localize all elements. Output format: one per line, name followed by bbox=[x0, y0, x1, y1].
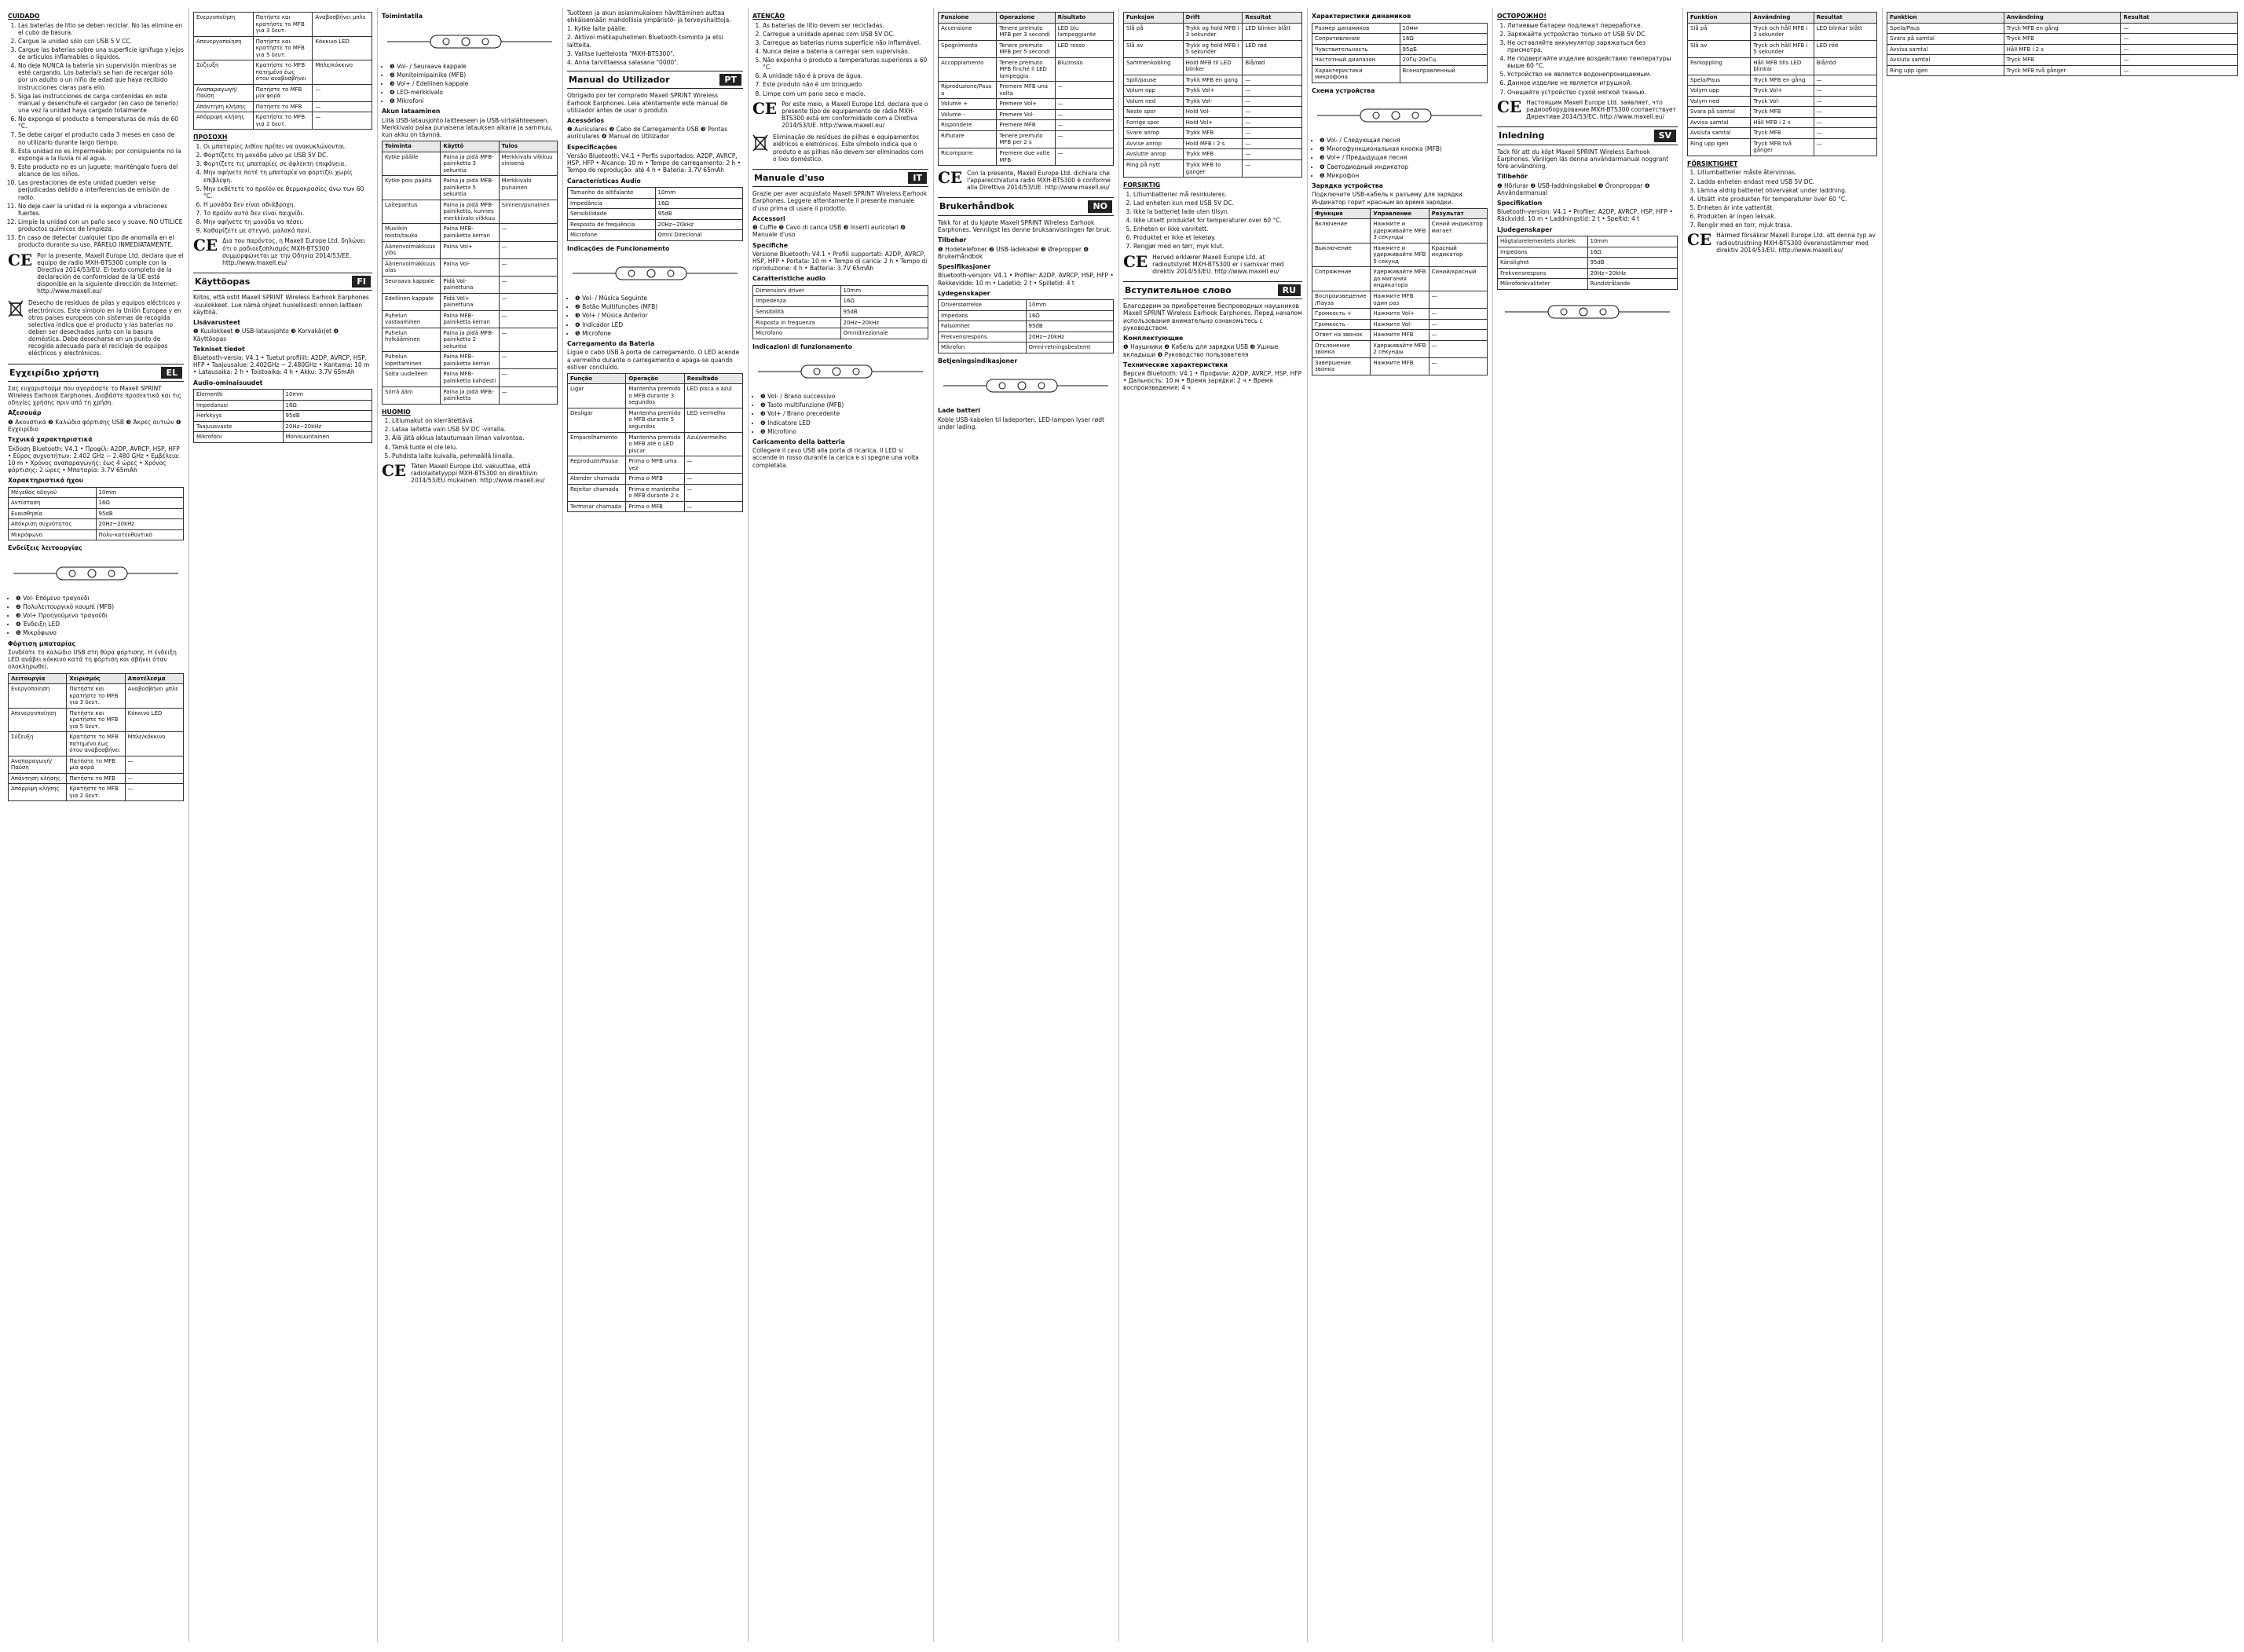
es-disposal: Desecho de residuos de pilas y equipos eléctricos y electrónicos. Este símbolo en la Unión Europea y en otros países europeos con sistemas de recogida selectiva indica que el producto y las baterías no deben ser desechados junto con la basura doméstica. Debe desecharse en un punto de recogida adecuado para el reciclaje de equipos eléctricos y electrónicos. bbox=[8, 299, 184, 358]
es-caution-list: 1. Las baterías de litio se deben reciclar. No las elimine en el cubo de basura. 2. Cargue la unidad sólo con USB 5 V CC. 3. Cargue las baterías sobre una superficie ignífuga y lejos de artículos inflamables o líquidos. 4. No deje NUNCA la batería sin supervisión mientras se esté cargando. Los batería/s se han de recargar sólo por un adulto o un niño de edad que haya recibido instrucciones claras para ello. 5. Siga las instrucciones de carga contenidas en este manual y desenchufe el cargador (en caso de tenerlo) una vez la unidad haya cargado totalmente. 6. No exponga el producto a temperaturas de más de 60 °C. 7. Se debe cargar el producto cada 3 meses en caso de no utilizarlo durante largo tiempo. 8. Esta unidad no es impermeable; por consiguiente no la exponga a la lluvia ni al agua. 9. Este producto no es un juguete; manténgalo fuera del alcance de los niños. 10. Las prestaciones de esta unidad pueden verse perjudicadas debido a interferencias de emisión de radio. 11. No deje caer la unidad ni la exponga a vibraciones fuertes. 12. Limpie la unidad con un paño seco y suave. NO UTILICE productos químicos de limpieza. 13. En caso de detectar cualquier tipo de anomalía en el producto durante su uso, PÁRELO INMEDIATAMENTE. bbox=[8, 22, 184, 249]
column-7: Funksjon Drift Resultat Slå på Trykk og hold MFB i 3 sekunder LED blinker blått Slå av Trykk og hold MFB i 5 sekunder LED rød Sammenkobling Hold MFB til LED blinker Blå/rød Spill/pause Trykk MFB én gang — Volum opp Trykk Vol+ — Volum ned Trykk Vol- — Neste spor Hold Vol- — Forrige spor Hold Vol+ — Svare anrop Trykk MFB — Avvise anrop Hold MFB i 2 s — Avslutte anrop Trykk MFB — Ring på nytt Trykk MFB to ganger — FORSIKTIG 1. Litiumbatterier må resirkuleres. 2. Lad enheten kun med USB 5V DC. 3. Ikke la batteriet lade uten tilsyn. 4. Ikke utsett produktet for temperaturer over 60 °C. 5. Enheten er ikke vanntett. 6. Produktet er ikke et leketøy. 7. Rengjør med en tørr, myk klut. CE Herved erklærer Maxell Europe Ltd. at radioutstyret MXH-BTS300 er i samsvar med direktiv 2014/53/EU. http://www.maxell.eu/ Вступительное слово RU Благодарим за приобретение беспроводных наушников Maxell SPRINT Wireless Earhook Earphones. Перед началом использования внимательно ознакомьтесь с руководством. Комплектующие ❶ Наушники ❷ Кабель для зарядки USB ❸ Ушные вкладыши ❹ Руководство пользователя Технические характеристики Версия Bluetooth: V4.1 • Профили: A2DP, AVRCP, HSP, HFP • Дальность: 10 м • Время зарядки: 2 ч • Время воспроизведения: 4 ч bbox=[1120, 9, 1305, 1643]
it-earphone-diagram bbox=[752, 353, 928, 390]
pt-language-header: Manual do Utilizador PT bbox=[567, 71, 743, 89]
ce-mark-icon: CE bbox=[938, 168, 963, 188]
column-divider bbox=[933, 8, 934, 1642]
sv-audio-table: Högtalarelementets storlek 10mm Impedans 16Ω Känslighet 95dB Frekvensrespons 20Hz~20kHz Mikrofonkvaliteter Rundstrålande bbox=[1497, 236, 1678, 290]
earphone-remote-icon bbox=[567, 255, 743, 291]
column-9: ОСТОРОЖНО! 1. Литиевые батареи подлежат переработке. 2. Заряжайте устройство только от USB 5V DC. 3. Не оставляйте аккумулятор заряжаться без присмотра. 4. Не подвергайте изделие воздействию температуры выше 60 °C. 5. Устройство не является водонепроницаемым. 6. Данное изделие не является игрушкой. 7. Очищайте устройство сухой мягкой тканью. CE Настоящим Maxell Europe Ltd. заявляет, что радиооборудование MXH-BTS300 соответствует Директиве 2014/53/ЕС. http://www.maxell.eu/ Inledning SV Tack för att du köpt Maxell SPRINT Wireless Earhook Earphones. Vänligen läs denna användarmanual noggrant före användning. Tillbehör ❶ Hörlurar ❷ USB-laddningskabel ❸ Öronproppar ❹ Användarmanual Specifikation Bluetooth-version: V4.1 • Profiler: A2DP, AVRCP, HSP, HFP • Räckvidd: 10 m • Laddningstid: 2 t • Speltid: 4 t Ljudegenskaper Högtalarelementets storlek 10mm Impedans 16Ω Känslighet 95dB Frekvensrespons 20Hz~20kHz Mikrofonkvaliteter Rundstrålande bbox=[1494, 9, 1681, 1643]
column-11 bbox=[1883, 9, 2241, 1643]
ce-mark-icon: CE bbox=[193, 236, 218, 255]
el-operation-table-cont: Ενεργοποίηση Πατήστε και κρατήστε το MFB για 3 δευτ. Αναβοσβήνει μπλε Απενεργοποίηση Πατήστε και κρατήστε το MFB για 5 δευτ. Κόκκινο LED Σύζευξη Κρατήστε το MFB πατημένο έως ότου αναβοσβήνει Μπλε/κόκκινο Αναπαραγωγή/Παύση Πατήστε το MFB μία φορά — Απάντηση κλήσης Πατήστε το MFB — Απόρριψη κλήσης Κρατήστε το MFB για 2 δευτ. — bbox=[193, 12, 372, 130]
column-divider bbox=[1307, 8, 1308, 1642]
column-5: ATENÇÃO 1. As baterias de lítio devem ser recicladas. 2. Carregue a unidade apenas com USB 5V DC. 3. Carregue as baterias numa superfície não inflamável. 4. Nunca deixe a bateria a carregar sem supervisão. 5. Não exponha o produto a temperaturas superiores a 60 °C. 6. A unidade não é à prova de água. 7. Este produto não é um brinquedo. 8. Limpe com um pano seco e macio. CE Por este meio, a Maxell Europe Ltd. declara que o presente tipo de equipamento de rádio MXH-BTS300 está em conformidade com a Diretiva 2014/53/UE. http://www.maxell.eu/ Eliminação de resíduos de pilhas e equipamentos elétricos e eletrónicos. Este símbolo indica que o produto e as pilhas não devem ser eliminados com o lixo doméstico. Manuale d'uso IT Grazie per aver acquistato Maxell SPRINT Wireless Earhook Earphones. Leggere attentamente il presente manuale d'uso prima di usare il prodotto. Accessori ❶ Cuffie ❷ Cavo di carica USB ❸ Inserti auricolari ❹ Manuale d'uso Specifiche Versione Bluetooth: V4.1 • Profili supportati: A2DP, AVRCP, HSP, HFP • Portata: 10 m • Tempo di carica: 2 h • Tempo di riproduzione: 4 h • Batteria: 3.7V 65mAh Caratteristiche audio Dimensioni driver 10mm Impedenza 16Ω Sensibilità 95dB Risposta in frequenza 20Hz~20kHz Microfono Omnidirezionale Indicazioni di funzionamento • ❶ Vol- / Brano successivo • ❷ Tasto multifunzione (MFB) • ❸ Vol+ / Brano precedente • ❹ Indicatore LED • ❺ Microfono Caricamento della batteria Collegare il cavo USB alla porta di ricarica. Il LED si accende in rosso durante la carica e si spegne una volta completata. bbox=[749, 9, 932, 1643]
no-audio-table: Driverstørrelse 10mm Impedans 16Ω Følsomhet 95dB Frekvensrespons 20Hz~20kHz Mikrofon Omni-retningsbestemt bbox=[938, 299, 1114, 353]
earphone-remote-icon bbox=[382, 24, 558, 60]
pt-indicator-list: • ❶ Vol- / Música Seguinte • ❷ Botão Multifunções (MFB) • ❸ Vol+ / Música Anterior • ❹ Indicador LED • ❺ Microfone bbox=[567, 295, 743, 337]
pt-declaration: CE Por este meio, a Maxell Europe Ltd. declara que o presente tipo de equipamento de rádio MXH-BTS300 está em conformidade com a Diretiva 2014/53/UE. http://www.maxell.eu/ bbox=[752, 101, 928, 131]
el-language-header: Εγχειρίδιο χρήστη EL bbox=[8, 364, 184, 382]
ru-earphone-diagram bbox=[1312, 97, 1488, 134]
ce-mark-icon: CE bbox=[8, 250, 33, 269]
sv-earphone-diagram bbox=[1497, 294, 1678, 330]
no-declaration: CE Herved erklærer Maxell Europe Ltd. at radioutstyret MXH-BTS300 er i samsvar med direktiv 2014/53/EU. http://www.maxell.eu/ bbox=[1123, 254, 1302, 277]
el-declaration: CE Δια του παρόντος, η Maxell Europe Ltd. δηλώνει ότι ο ραδιοεξοπλισμός MXH-BTS300 συμμορφώνεται με την Οδηγία 2014/53/ΕΕ. http://www.maxell.eu/ bbox=[193, 237, 372, 268]
el-safety-heading: ΠΡΟΣΟΧΗ bbox=[193, 134, 228, 141]
ce-mark-icon: CE bbox=[1123, 251, 1148, 271]
it-operation-table: Funzione Operazione Risultato Accensione Tenere premuto MFB per 3 secondi LED blu lampeggiante Spegnimento Tenere premuto MFB per 5 secondi LED rosso Accoppiamento Tenere premuto MFB finché il LED lampeggia Blu/rosso Riproduzione/Pausa Premere MFB una volta — Volume + Premere Vol+ — Volume - Premere Vol- — Rispondere Premere MFB — Rifiutare Tenere premuto MFB per 2 s — Ricomporre Premere due volte MFB — bbox=[938, 12, 1114, 166]
column-divider bbox=[1882, 8, 1883, 1642]
crossed-bin-icon bbox=[8, 299, 24, 318]
ru-operation-table: Функция Управление Результат Включение Нажмите и удерживайте MFB 3 секунды Синий индикатор мигает Выключение Нажмите и удерживайте MFB 5 секунд Красный индикатор Сопряжение Удерживайте MFB до мигания индикатора Синий/красный Воспроизведение/Пауза Нажмите MFB один раз — Громкость + Нажмите Vol+ — Громкость - Нажмите Vol- — Ответ на звонок Нажмите MFB — Отклонение звонка Удерживайте MFB 2 секунды — Завершение звонка Нажмите MFB — bbox=[1312, 208, 1488, 375]
earphone-remote-icon bbox=[8, 555, 184, 592]
earphone-remote-icon bbox=[752, 353, 928, 390]
es-caution-heading: CUIDADO bbox=[8, 13, 40, 20]
pt-audio-table: Tamanho do altifalante 10mm Impedância 16Ω Sensibilidade 95dB Resposta de frequência 20Hz~20kHz Microfone Omni Direcional bbox=[567, 187, 743, 241]
ru-warning-list: 1. Литиевые батареи подлежат переработке. 2. Заряжайте устройство только от USB 5V DC. 3. Не оставляйте аккумулятор заряжаться без присмотра. 4. Не подвергайте изделие воздействию температуры выше 60 °C. 5. Устройство не является водонепроницаемым. 6. Данное изделие не является игрушкой. 7. Очищайте устройство сухой мягкой тканью. bbox=[1497, 22, 1678, 96]
sv-operation-table-cont: Funktion Användning Resultat Spela/Paus Tryck MFB en gång — Svara på samtal Tryck MFB — Avvisa samtal Håll MFB i 2 s — Avsluta samtal Tryck MFB — Ring upp igen Tryck MFB två gånger — bbox=[1887, 12, 2238, 76]
el-intro: Σας ευχαριστούμε που αγοράσατε το Maxell SPRINT Wireless Earhook Earphones. Διαβάστε προσεκτικά και τις οδηγίες χρήσης πριν από τη χρήση. bbox=[8, 384, 181, 407]
no-earphone-diagram bbox=[938, 368, 1114, 404]
sv-warning-list: 1. Litiumbatterier måste återvinnas. 2. Ladda enheten endast med USB 5V DC. 3. Lämna aldrig batteriet oövervakat under laddning. 4. Utsätt inte produkten för temperaturer över 60 °C. 5. Enheten är inte vattentät. 6. Produkten är ingen leksak. 7. Rengör med en torr, mjuk trasa. bbox=[1687, 169, 1877, 229]
fi-indicator-list: • ❶ Vol- / Seuraava kappale • ❷ Monitoimipainike (MFB) • ❸ Vol+ / Edellinen kappale • ❹ LED-merkkivalo • ❺ Mikrofoni bbox=[382, 63, 558, 105]
column-3: Toimintatila • ❶ Vol- / Seuraava kappale • ❷ Monitoimipainike (MFB) • ❸ Vol+ / Edellinen kappale • ❹ LED-merkkivalo • ❺ Mikrofoni Akun lataaminen Liitä USB-latausjohto laitteeseen ja USB-virtalähteeseen. Merkkivalo palaa punaisena latauksen aikana ja sammuu, kun akku on täynnä. Toiminta Käyttö Tulos Kytke päälle Paina ja pidä MFB-painiketta 3 sekuntia Merkkivalo vilkkuu sinisenä Kytke pois päältä Paina ja pidä MFB-painiketta 5 sekuntia Merkkivalo punainen Laiteparitus Paina ja pidä MFB-painiketta, kunnes merkkivalo vilkkuu Sininen/punainen Musiikin toisto/tauko Paina MFB-painiketta kerran — Äänenvoimakkuus ylös Paina Vol+ — Äänenvoimakkuus alas Paina Vol- — Seuraava kappale Pidä Vol- painettuna — Edellinen kappale Pidä Vol+ painettuna — Puhelun vastaaminen Paina MFB-painiketta kerran — Puhelun hylkääminen Paina ja pidä MFB-painiketta 2 sekuntia — Puhelun lopettaminen Paina MFB-painiketta kerran — Soita uudelleen Paina MFB-painiketta kahdesti — Siirrä ääni Paina ja pidä MFB-painiketta — HUOMIO 1. Litiumakut on kierrätettävä. 2. Lataa laitetta vain USB 5V DC -virralla. 3. Älä jätä akkua latautumaan ilman valvontaa. 4. Tämä tuote ei ole lelu. 5. Puhdista laite kuivalla, pehmeällä liinalla. CE Täten Maxell Europe Ltd. vakuuttaa, että radiolaitetyyppi MXH-BTS300 on direktiivin 2014/53/EU mukainen. http://www.maxell.eu/ bbox=[379, 9, 561, 1643]
crossed-bin-icon bbox=[752, 134, 768, 152]
es-declaration: CE Por la presente, Maxell Europe Ltd. declara que el equipo de radio MXH-BTS300 cumple con la Directiva 2014/53/EU. El texto completo de la declaración de conformidad de la UE está disponible en la siguiente dirección de Internet: http://www.maxell.eu/ bbox=[8, 252, 184, 297]
it-audio-table: Dimensioni driver 10mm Impedenza 16Ω Sensibilità 95dB Risposta in frequenza 20Hz~20kHz Microfono Omnidirezionale bbox=[752, 285, 928, 339]
column-divider bbox=[377, 8, 378, 1642]
no-operation-table: Funksjon Drift Resultat Slå på Trykk og hold MFB i 3 sekunder LED blinker blått Slå av Trykk og hold MFB i 5 sekunder LED rød Sammenkobling Hold MFB til LED blinker Blå/rød Spill/pause Trykk MFB én gang — Volum opp Trykk Vol+ — Volum ned Trykk Vol- — Neste spor Hold Vol- — Forrige spor Hold Vol+ — Svare anrop Trykk MFB — Avvise anrop Hold MFB i 2 s — Avslutte anrop Trykk MFB — Ring på nytt Trykk MFB to ganger — bbox=[1123, 12, 1302, 178]
ce-mark-icon: CE bbox=[382, 460, 407, 480]
column-1: CUIDADO 1. Las baterías de litio se deben reciclar. No las elimine en el cubo de basura. 2. Cargue la unidad sólo con USB 5 V CC. 3. Cargue las baterías sobre una superficie ignífuga y lejos de artículos inflamables o líquidos. 4. No deje NUNCA la batería sin supervisión mientras se esté cargando. Los batería/s se han de recargar sólo por un adulto o un niño de edad que haya recibido instrucciones claras para ello. 5. Siga las instrucciones de carga contenidas en este manual y desenchufe el cargador (en caso de tenerlo) una vez la unidad haya cargado totalmente. 6. No exponga el producto a temperaturas de más de 60 °C. 7. Se debe cargar el producto cada 3 meses en caso de no utilizarlo durante largo tiempo. 8. Esta unidad no es impermeable; por consiguiente no la exponga a la lluvia ni al agua. 9. Este producto no es un juguete; manténgalo fuera del alcance de los niños. 10. Las prestaciones de esta unidad pueden verse perjudicadas debido a interferencias de emisión de radio. 11. No deje caer la unidad ni la exponga a vibraciones fuertes. 12. Limpie la unidad con un paño seco y suave. NO UTILICE productos químicos de limpieza. 13. En caso de detectar cualquier tipo de anomalía en el producto durante su uso, PÁRELO INMEDIATAMENTE. CE Por la presente, Maxell Europe Ltd. declara que el equipo de radio MXH-BTS300 cumple con la Directiva 2014/53/EU. El texto completo de la declaración de conformidad de la UE está disponible en la siguiente dirección de Internet: http://www.maxell.eu/ Desecho de residuos de pilas y equipos eléctricos y electrónicos. Este símbolo en la Unión Europea y en otros países europeos con sistemas de recogida selectiva indica que el producto y las baterías no deben ser desechados junto con la basura doméstica. Debe desecharse en un punto de recogida adecuado para el reciclaje de equipos eléctricos y electrónicos. Εγχειρίδιο χρήστη EL Σας ευχαριστούμε που αγοράσατε το Maxell SPRINT Wireless Earhook Earphones. Διαβάστε προσεκτικά και τις οδηγίες χρήσης πριν από τη χρήση. Αξεσουάρ ❶ Ακουστικά ❷ Καλώδιο φόρτισης USB ❸ Άκρες αυτιών ❹ Εγχειρίδιο Τεχνικά χαρακτηριστικά Έκδοση Bluetooth: V4.1 • Προφίλ: A2DP, AVRCP, HSP, HFP • Εύρος συχνοτήτων: 2.402 GHz ~ 2.480 GHz • Εμβέλεια: 10 m • Χρόνος αναπαραγωγής: έως 4 ώρες • Χρόνος φόρτισης: 2 ώρες • Μπαταρία: 3.7V 65mAh Χαρακτηριστικά ήχου Μέγεθος οδηγού 10mm Αντίσταση 16Ω Ευαισθησία 95dB Απόκριση συχνότητας 20Hz~20kHz Μικρόφωνο Πολυ-κατευθυντικό Ενδείξεις λειτουργίας • ❶ Vol- Επόμενο τραγούδι • ❷ Πολυλειτουργικό κουμπί (MFB) • ❸ Vol+ Προηγούμενο τραγούδι • ❹ Ένδειξη LED • ❺ Μικρόφωνο Φόρτιση μπαταρίας Συνδέστε το καλώδιο USB στη θύρα φόρτισης. Η ένδειξη LED ανάβει κόκκινο κατά τη φόρτιση και σβήνει όταν ολοκληρωθεί. Λειτουργία Χειρισμός Αποτέλεσμα Ενεργοποίηση Πατήστε και κρατήστε το MFB για 3 δευτ. Αναβοσβήνει μπλε Απενεργοποίηση Πατήστε και κρατήστε το MFB για 5 δευτ. Κόκκινο LED Σύζευξη Κρατήστε το MFB πατημένο έως ότου αναβοσβήνει Μπλε/κόκκινο Αναπαραγωγή/Παύση Πατήστε το MFB μία φορά — Απάντηση κλήσης Πατήστε το MFB — Απόρριψη κλήσης Κρατήστε το MFB για 2 δευτ. — bbox=[5, 9, 187, 1643]
fi-language-header: Käyttöopas FI bbox=[193, 273, 372, 291]
column-8: Характеристики динамиков Размер динамиков 10мм Сопротивление 16Ω Чувствительность 95дБ Частотный диапазон 20Гц-20кГц Характеристики микрофона Всенаправленный Схема устройства • ❶ Vol- / Следующая песня • ❷ Многофункциональная кнопка (MFB) • ❸ Vol+ / Предыдущая песня • ❹ Светодиодный индикатор • ❺ Микрофон Зарядка устройства Подключите USB-кабель к разъему для зарядки. Индикатор горит красным во время зарядки. Функция Управление Результат Включение Нажмите и удерживайте MFB 3 секунды Синий индикатор мигает Выключение Нажмите и удерживайте MFB 5 секунд Красный индикатор Сопряжение Удерживайте MFB до мигания индикатора Синий/красный Воспроизведение/Пауза Нажмите MFB один раз — Громкость + Нажмите Vol+ — Громкость - Нажмите Vol- — Ответ на звонок Нажмите MFB — Отклонение звонка Удерживайте MFB 2 секунды — Завершение звонка Нажмите MFB — bbox=[1309, 9, 1491, 1643]
no-warning-list: 1. Litiumbatterier må resirkuleres. 2. Lad enheten kun med USB 5V DC. 3. Ikke la batteriet lade uten tilsyn. 4. Ikke utsett produktet for temperaturer over 60 °C. 5. Enheten er ikke vanntett. 6. Produktet er ikke et leketøy. 7. Rengjør med en tørr, myk klut. bbox=[1123, 191, 1302, 251]
ru-audio-table: Размер динамиков 10мм Сопротивление 16Ω Чувствительность 95дБ Частотный диапазон 20Гц-20кГц Характеристики микрофона Всенаправленный bbox=[1312, 23, 1488, 83]
column-divider bbox=[748, 8, 749, 1642]
el-indicator-list: • ❶ Vol- Επόμενο τραγούδι • ❷ Πολυλειτουργικό κουμπί (MFB) • ❸ Vol+ Προηγούμενο τραγούδι • ❹ Ένδειξη LED • ❺ Μικρόφωνο bbox=[8, 595, 184, 637]
column-divider bbox=[1118, 8, 1119, 1642]
sv-declaration: CE Härmed försäkrar Maxell Europe Ltd. att denna typ av radioutrustning MXH-BTS300 överensstämmer med direktiv 2014/53/EU. http://www.maxell.eu/ bbox=[1687, 232, 1877, 255]
column-divider bbox=[562, 8, 563, 1642]
fi-warning-list: 1. Litiumakut on kierrätettävä. 2. Lataa laitetta vain USB 5V DC -virralla. 3. Älä jätä akkua latautumaan ilman valvontaa. 4. Tämä tuote ei ole lelu. 5. Puhdista laite kuivalla, pehmeällä liinalla. bbox=[382, 417, 558, 460]
it-indicator-list: • ❶ Vol- / Brano successivo • ❷ Tasto multifunzione (MFB) • ❸ Vol+ / Brano precedente • ❹ Indicatore LED • ❺ Microfono bbox=[752, 393, 928, 435]
fi-declaration: CE Täten Maxell Europe Ltd. vakuuttaa, että radiolaitetyyppi MXH-BTS300 on direktiivin 2014/53/EU mukainen. http://www.maxell.eu/ bbox=[382, 463, 558, 485]
column-10: Funktion Användning Resultat Slå på Tryck och håll MFB i 3 sekunder LED blinkar blått Slå av Tryck och håll MFB i 5 sekunder LED röd Parkoppling Håll MFB tills LED blinkar Blå/röd Spela/Paus Tryck MFB en gång — Volym upp Tryck Vol+ — Volym ned Tryck Vol- — Svara på samtal Tryck MFB — Avvisa samtal Håll MFB i 2 s — Avsluta samtal Tryck MFB — Ring upp igen Tryck MFB två gånger — FÖRSIKTIGHET 1. Litiumbatterier måste återvinnas. 2. Ladda enheten endast med USB 5V DC. 3. Lämna aldrig batteriet oövervakat under laddning. 4. Utsätt inte produkten för temperaturer över 60 °C. 5. Enheten är inte vattentät. 6. Produkten är ingen leksak. 7. Rengör med en torr, mjuk trasa. CE Härmed försäkrar Maxell Europe Ltd. att denna typ av radioutrustning MXH-BTS300 överensstämmer med direktiv 2014/53/EU. http://www.maxell.eu/ bbox=[1684, 9, 1880, 1643]
pt-disposal: Eliminação de resíduos de pilhas e equipamentos elétricos e eletrónicos. Este símbolo indica que o produto e as pilhas não devem ser eliminados com o lixo doméstico. bbox=[752, 134, 928, 164]
it-declaration: CE Con la presente, Maxell Europe Ltd. dichiara che l'apparecchiatura radio MXH-BTS300 è conforme alla Direttiva 2014/53/UE. http://www.maxell.eu/ bbox=[938, 170, 1114, 192]
fi-operation-table: Toiminta Käyttö Tulos Kytke päälle Paina ja pidä MFB-painiketta 3 sekuntia Merkkivalo vilkkuu sinisenä Kytke pois päältä Paina ja pidä MFB-painiketta 5 sekuntia Merkkivalo punainen Laiteparitus Paina ja pidä MFB-painiketta, kunnes merkkivalo vilkkuu Sininen/punainen Musiikin toisto/tauko Paina MFB-painiketta kerran — Äänenvoimakkuus ylös Paina Vol+ — Äänenvoimakkuus alas Paina Vol- — Seuraava kappale Pidä Vol- painettuna — Edellinen kappale Pidä Vol+ painettuna — Puhelun vastaaminen Paina MFB-painiketta kerran — Puhelun hylkääminen Paina ja pidä MFB-painiketta 2 sekuntia — Puhelun lopettaminen Paina MFB-painiketta kerran — Soita uudelleen Paina MFB-painiketta kahdesti — Siirrä ääni Paina ja pidä MFB-painiketta — bbox=[382, 141, 558, 404]
ru-declaration: CE Настоящим Maxell Europe Ltd. заявляет, что радиооборудование MXH-BTS300 соответствует Директиве 2014/53/ЕС. http://www.maxell.eu/ bbox=[1497, 99, 1678, 122]
earphone-remote-icon bbox=[938, 368, 1114, 404]
earphone-remote-icon bbox=[1497, 294, 1678, 330]
column-4: Tuotteen ja akun asianmukainen hävittäminen auttaa ehkäisemään mahdollisia ympäristö- ja terveyshaittoja. 1. Kytke laite päälle. 2. Aktivoi matkapuhelimen Bluetooth-toiminto ja etsi laitteita. 3. Valitse luettelosta "MXH-BTS300". 4. Anna tarvittaessa salasana "0000". Manual do Utilizador PT Obrigado por ter comprado Maxell SPRINT Wireless Earhook Earphones. Leia atentamente este manual de utilizador antes de usar o produto. Acessórios ❶ Auriculares ❷ Cabo de Carregamento USB ❸ Pontas auriculares ❹ Manual do Utilizador Especificações Versão Bluetooth: V4.1 • Perfis suportados: A2DP, AVRCP, HSP, HFP • Alcance: 10 m • Tempo de carregamento: 2 h • Tempo de reprodução: até 4 h • Bateria: 3.7V 65mAh Características Áudio Tamanho do altifalante 10mm Impedância 16Ω Sensibilidade 95dB Resposta de frequência 20Hz~20kHz Microfone Omni Direcional Indicações de Funcionamento • ❶ Vol- / Música Seguinte • ❷ Botão Multifunções (MFB) • ❸ Vol+ / Música Anterior • ❹ Indicador LED • ❺ Microfone Carregamento da Bateria Ligue o cabo USB à porta de carregamento. O LED acende a vermelho durante o carregamento e apaga-se quando estiver concluído. Função Operação Resultado Ligar Mantenha premido o MFB durante 3 segundos LED pisca a azul Desligar Mantenha premido o MFB durante 5 segundos LED vermelho Emparelhamento Mantenha premido o MFB até o LED piscar Azul/vermelho Reproduzir/Pausa Prima o MFB uma vez — Atender chamada Prima o MFB — Rejeitar chamada Prima e mantenha o MFB durante 2 s — Terminar chamada Prima o MFB — bbox=[564, 9, 746, 1643]
pt-operation-table: Função Operação Resultado Ligar Mantenha premido o MFB durante 3 segundos LED pisca a azul Desligar Mantenha premido o MFB durante 5 segundos LED vermelho Emparelhamento Mantenha premido o MFB até o LED piscar Azul/vermelho Reproduzir/Pausa Prima o MFB uma vez — Atender chamada Prima o MFB — Rejeitar chamada Prima e mantenha o MFB durante 2 s — Terminar chamada Prima o MFB — bbox=[567, 373, 743, 513]
column-divider bbox=[1492, 8, 1493, 1642]
no-language-header: Brukerhåndbok NO bbox=[938, 197, 1114, 215]
column-6: Funzione Operazione Risultato Accensione Tenere premuto MFB per 3 secondi LED blu lampeggiante Spegnimento Tenere premuto MFB per 5 secondi LED rosso Accoppiamento Tenere premuto MFB finché il LED lampeggia Blu/rosso Riproduzione/Pausa Premere MFB una volta — Volume + Premere Vol+ — Volume - Premere Vol- — Rispondere Premere MFB — Rifiutare Tenere premuto MFB per 2 s — Ricomporre Premere due volte MFB — CE Con la presente, Maxell Europe Ltd. dichiara che l'apparecchiatura radio MXH-BTS300 è conforme alla Direttiva 2014/53/UE. http://www.maxell.eu/ Brukerhåndbok NO Takk for at du kjøpte Maxell SPRINT Wireless Earhook Earphones. Vennligst les denne bruksanvisningen før bruk. Tilbehør ❶ Hodetelefoner ❷ USB-ladekabel ❸ Ørepropper ❹ Brukerhåndbok Spesifikasjoner Bluetooth-versjon: V4.1 • Profiler: A2DP, AVRCP, HSP, HFP • Rekkevidde: 10 m • Ladetid: 2 t • Spilletid: 4 t Lydegenskaper Driverstørrelse 10mm Impedans 16Ω Følsomhet 95dB Frekvensrespons 20Hz~20kHz Mikrofon Omni-retningsbestemt Betjeningsindikasjoner Lade batteri Koble USB-kabelen til ladeporten. LED-lampen lyser rødt under lading. bbox=[935, 9, 1117, 1643]
el-earphone-diagram bbox=[8, 555, 184, 592]
earphone-remote-icon bbox=[1312, 97, 1488, 134]
sv-language-header: Inledning SV bbox=[1497, 126, 1678, 145]
el-operation-table: Λειτουργία Χειρισμός Αποτέλεσμα Ενεργοποίηση Πατήστε και κρατήστε το MFB για 3 δευτ. Αναβοσβήνει μπλε Απενεργοποίηση Πατήστε και κρατήστε το MFB για 5 δευτ. Κόκκινο LED Σύζευξη Κρατήστε το MFB πατημένο έως ότου αναβοσβήνει Μπλε/κόκκινο Αναπαραγωγή/Παύση Πατήστε το MFB μία φορά — Απάντηση κλήσης Πατήστε το MFB — Απόρριψη κλήσης Κρατήστε το MFB για 2 δευτ. — bbox=[8, 673, 184, 802]
ce-mark-icon: CE bbox=[752, 98, 778, 118]
sv-operation-table: Funktion Användning Resultat Slå på Tryck och håll MFB i 3 sekunder LED blinkar blått Slå av Tryck och håll MFB i 5 sekunder LED röd Parkoppling Håll MFB tills LED blinkar Blå/röd Spela/Paus Tryck MFB en gång — Volym upp Tryck Vol+ — Volym ned Tryck Vol- — Svara på samtal Tryck MFB — Avvisa samtal Håll MFB i 2 s — Avsluta samtal Tryck MFB — Ring upp igen Tryck MFB två gånger — bbox=[1687, 12, 1877, 156]
fi-audio-table: Elementti 10mm Impedanssi 16Ω Herkkyys 95dB Taajuusvaste 20Hz~20kHz Mikrofoni Monisuuntainen bbox=[193, 389, 372, 443]
ce-mark-icon: CE bbox=[1497, 97, 1522, 116]
el-safety-list: 1. Οι μπαταρίες λιθίου πρέπει να ανακυκλώνονται. 2. Φορτίζετε τη μονάδα μόνο με USB 5V DC. 3. Φορτίζετε τις μπαταρίες σε άφλεκτη επιφάνεια. 4. Μην αφήνετε ποτέ τη μπαταρία να φορτίζει χωρίς επίβλεψη. 5. Μην εκθέτετε το προϊόν σε θερμοκρασίες άνω των 60 °C. 6. Η μονάδα δεν είναι αδιάβροχη. 7. Το προϊόν αυτό δεν είναι παιχνίδι. 8. Μην αφήνετε τη μονάδα να πέσει. 9. Καθαρίζετε με στεγνό, μαλακό πανί. bbox=[193, 143, 372, 235]
ru-indicator-list: • ❶ Vol- / Следующая песня • ❷ Многофункциональная кнопка (MFB) • ❸ Vol+ / Предыдущая песня • ❹ Светодиодный индикатор • ❺ Микрофон bbox=[1312, 137, 1488, 179]
column-2: Ενεργοποίηση Πατήστε και κρατήστε το MFB για 3 δευτ. Αναβοσβήνει μπλε Απενεργοποίηση Πατήστε και κρατήστε το MFB για 5 δευτ. Κόκκινο LED Σύζευξη Κρατήστε το MFB πατημένο έως ότου αναβοσβήνει Μπλε/κόκκινο Αναπαραγωγή/Παύση Πατήστε το MFB μία φορά — Απάντηση κλήσης Πατήστε το MFB — Απόρριψη κλήσης Κρατήστε το MFB για 2 δευτ. — ΠΡΟΣΟΧΗ 1. Οι μπαταρίες λιθίου πρέπει να ανακυκλώνονται. 2. Φορτίζετε τη μονάδα μόνο με USB 5V DC. 3. Φορτίζετε τις μπαταρίες σε άφλεκτη επιφάνεια. 4. Μην αφήνετε ποτέ τη μπαταρία να φορτίζει χωρίς επίβλεψη. 5. Μην εκθέτετε το προϊόν σε θερμοκρασίες άνω των 60 °C. 6. Η μονάδα δεν είναι αδιάβροχη. 7. Το προϊόν αυτό δεν είναι παιχνίδι. 8. Μην αφήνετε τη μονάδα να πέσει. 9. Καθαρίζετε με στεγνό, μαλακό πανί. CE Δια του παρόντος, η Maxell Europe Ltd. δηλώνει ότι ο ραδιοεξοπλισμός MXH-BTS300 συμμορφώνεται με την Οδηγία 2014/53/ΕΕ. http://www.maxell.eu/ Käyttöopas FI Kiitos, että ostit Maxell SPRINT Wireless Earhook Earphones -kuulokkeet. Lue nämä ohjeet huolellisesti ennen laitteen käyttöä. Lisävarusteet ❶ Kuulokkeet ❷ USB-latausjohto ❸ Korvakärjet ❹ Käyttöopas Tekniset tiedot Bluetooth-versio: V4.1 • Tuetut profiilit: A2DP, AVRCP, HSP, HFP • Taajuusalue: 2.402GHz ~ 2.480GHz • Kantama: 10 m • Latausaika: 2 h • Toistoaika: 4 h • Akku: 3.7V 65mAh Audio-ominaisuudet Elementti 10mm Impedanssi 16Ω Herkkyys 95dB Taajuusvaste 20Hz~20kHz Mikrofoni Monisuuntainen bbox=[190, 9, 375, 1643]
ce-mark-icon: CE bbox=[1687, 230, 1712, 250]
pt-earphone-diagram bbox=[567, 255, 743, 291]
column-divider bbox=[1682, 8, 1683, 1642]
el-audio-table: Μέγεθος οδηγού 10mm Αντίσταση 16Ω Ευαισθησία 95dB Απόκριση συχνότητας 20Hz~20kHz Μικρόφωνο Πολυ-κατευθυντικό bbox=[8, 487, 184, 541]
ru-language-header: Вступительное слово RU bbox=[1123, 281, 1302, 299]
fi-earphone-diagram bbox=[382, 24, 558, 60]
pt-warning-list: 1. As baterias de lítio devem ser recicladas. 2. Carregue a unidade apenas com USB 5V DC. 3. Carregue as baterias numa superfície não inflamável. 4. Nunca deixe a bateria a carregar sem supervisão. 5. Não exponha o produto a temperaturas superiores a 60 °C. 6. A unidade não é à prova de água. 7. Este produto não é um brinquedo. 8. Limpe com um pano seco e macio. bbox=[752, 22, 928, 97]
it-language-header: Manuale d'uso IT bbox=[752, 169, 928, 187]
